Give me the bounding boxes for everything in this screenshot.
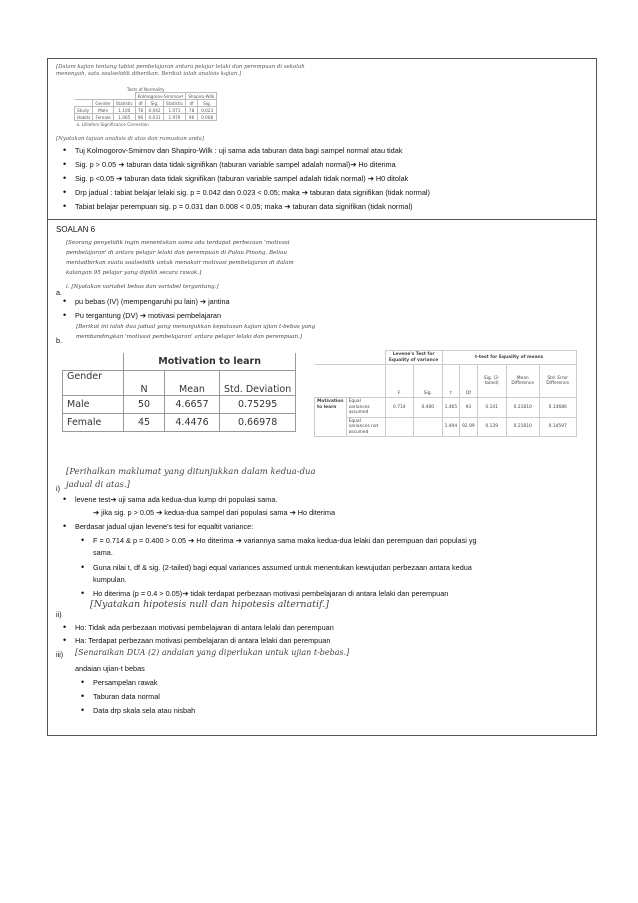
assumptions-intro: andaian ujian-t bebas <box>75 664 145 673</box>
answer-bullet: • Tuj Kolmogorov-Smirnov dan Shapiro-Wilk : uji sama ada taburan data bagi sampel normal atau tidak <box>75 146 402 155</box>
scenario-text: [Seorang penyelidik ingin menentukan sama ada terdapat perbezaan 'motivasi pembelajaran' di antara pelajar lelaki dan perempuan di Pulau Pinang. Beliau mentadbirkan suatu soalselidik untuk menaksir motivasi pembelajaran di dalam kalangan 95 pelajar yang dipilih secara rawak.] <box>66 240 294 276</box>
col-header: df <box>135 100 146 107</box>
normality-caption: [Dalam kajian tentang tabiat pembelajaran antara pelajar lelaki dan perempuan di sekolah menengah, satu soalselidik diberikan. Berikut ialah analisis kajian.] <box>56 64 305 77</box>
sw-header: Shapiro-Wilk <box>186 93 217 100</box>
normality-table <box>74 86 217 127</box>
table-row: Habits Female 1.065 96 0.031 1.979 96 0.008 <box>75 114 217 121</box>
gender-col-header: Gender <box>93 100 113 107</box>
motivation-table-title: Motivation to learn <box>124 353 296 371</box>
answer-continuation: sama. <box>93 548 113 557</box>
col-header: F <box>385 365 414 398</box>
part-bii-label: ii) <box>56 610 62 619</box>
answer-bullet: • Pu tergantung (DV) ➔ motivasi pembelajaran <box>75 311 221 320</box>
table-row: Female 45 4.4476 0.66978 <box>63 414 296 432</box>
answer-bullet: • Drp jadual : tabiat belajar lelaki sig. p = 0.042 dan 0.023 < 0.05; maka ➔ taburan data signifikan (tidak normal) <box>75 188 430 197</box>
answer-subline: ➔ jika sig. p > 0.05 ➔ kedua-dua sampel dari populasi sama ➔ Ho diterima <box>93 508 336 517</box>
part-bi-label: i) <box>56 484 60 493</box>
table-row: Motivation to learn Equal variances assumed 0.714 0.400 1.465 93 0.141 0.21810 0.14686 <box>315 398 577 418</box>
table-row: Study Male 1.100 78 0.042 1.071 78 0.023 <box>75 107 217 114</box>
answer-bullet: • Tabiat belajar perempuan sig. p = 0.031 dan 0.008 < 0.05; maka ➔ taburan data signifikan (tidak normal) <box>75 202 413 211</box>
answer-bullet: • pu bebas (IV) (mempengaruhi pu lain) ➔ jantina <box>75 297 230 306</box>
answer-bullet: • levene test➔ uji sama ada kedua-dua kump dri populasi sama. <box>75 495 277 504</box>
answer-continuation: kumpulan. <box>93 575 127 584</box>
part-biii-label: iii) <box>56 650 64 659</box>
answer-bullet: • Data drp skala sela atau nisbah <box>93 706 195 715</box>
ks-header: Kolmogorov-Smirnovª <box>135 93 185 100</box>
answer-subbullet: • Ho diterima (p = 0.4 > 0.05)➔ tidak terdapat perbezaan motivasi pembelajaran di antara lelaki dan perempuan <box>93 589 448 598</box>
answer-bullet: • Persampelan rawak <box>93 678 158 687</box>
col-header: N <box>124 371 165 396</box>
col-header: Statistic <box>113 100 135 107</box>
col-header: Mean Difference <box>506 365 539 398</box>
section-divider <box>47 219 597 220</box>
levene-table <box>314 350 577 437</box>
answer-bullet: • Ha: Terdapat perbezaan motivasi pembelajaran di antara lelaki dan perempuan <box>75 636 330 645</box>
table-row: Equal variances not assumed 1.494 92.99 0.139 0.21810 0.14597 <box>315 417 577 437</box>
col-header: Sig. <box>197 100 216 107</box>
answer-bullet: • Ho: Tidak ada perbezaan motivasi pembelajaran di antara lelaki dan perempuan <box>75 623 334 632</box>
normality-footnote: a. Lilliefors Significance Correction <box>76 121 149 127</box>
col-header: Mean <box>165 371 220 396</box>
part-a-prompt: i. [Nyatakan variabel bebas dan variabel tergantung.] <box>66 284 219 290</box>
levene-header: Levene's Test for Equality of variance <box>385 351 442 365</box>
part-b-prompt: [Berikut ini ialah dua jadual yang menunjukkan keputusan kajian ujian t-bebas yang membandingkan 'motivasi pembelajaran' antara pelajar lelaki dan perempuan.] <box>76 324 316 340</box>
col-header: Std. Deviation <box>220 371 296 396</box>
col-header: t <box>442 365 460 398</box>
part-b-label: b. <box>56 336 62 345</box>
col-header: Std. Error Difference <box>539 365 576 398</box>
normality-table-title: Tests of Normality <box>126 86 165 92</box>
answer-subbullet: • Guna nilai t, df & sig. (2-tailed) bagi equal variances assumed untuk menentukan kewujudan perbezaan antara kedua <box>93 563 472 572</box>
answer-bullet: • Sig. p > 0.05 ➔ taburan data tidak signifikan (taburan variable sampel adalah normal)➔ Ho diterima <box>75 160 396 169</box>
ttest-header: t-test for Equality of means <box>442 351 576 365</box>
part-a-label: a. <box>56 288 62 297</box>
part-bii-prompt: [Nyatakan hipotesis null dan hipotesis alternatif.] <box>90 599 329 610</box>
levene-row-label: Motivation to learn <box>315 398 347 437</box>
part-bi-prompt: [Perihalkan maklumat yang ditunjukkan dalam kedua-dua jadual di atas.] <box>66 467 316 490</box>
col-header: Sig. <box>146 100 163 107</box>
col-header: Df <box>460 365 478 398</box>
col-header: df <box>186 100 198 107</box>
answer-subbullet: • F = 0.714 & p = 0.400 > 0.05 ➔ Ho diterima ➔ variannya sama maka kedua-dua lelaki dan perempuan dari populasi yg <box>93 536 477 545</box>
normality-instruction: [Nyatakan tujuan analisis di atas dan rumuskan anda] <box>56 136 204 142</box>
col-header: Statistic <box>163 100 185 107</box>
col-header: Sig. (2-tailed) <box>477 365 506 398</box>
motivation-table <box>62 353 296 432</box>
answer-bullet: • Taburan data normal <box>93 692 160 701</box>
col-header: Sig. <box>414 365 443 398</box>
part-biii-prompt: [Senaraikan DUA (2) andaian yang diperlukan untuk ujian t-bebas.] <box>75 648 350 657</box>
col-header: Gender <box>63 371 124 396</box>
answer-bullet: • Sig. p <0.05 ➔ taburan data tidak signifikan (taburan variable sampel adalah tidak normal) ➔ H0 ditolak <box>75 174 408 183</box>
section-heading: SOALAN 6 <box>56 225 96 234</box>
table-row: Male 50 4.6657 0.75295 <box>63 396 296 414</box>
answer-bullet: • Berdasar jadual ujian levene's tesi for equaltit variance: <box>75 522 253 531</box>
